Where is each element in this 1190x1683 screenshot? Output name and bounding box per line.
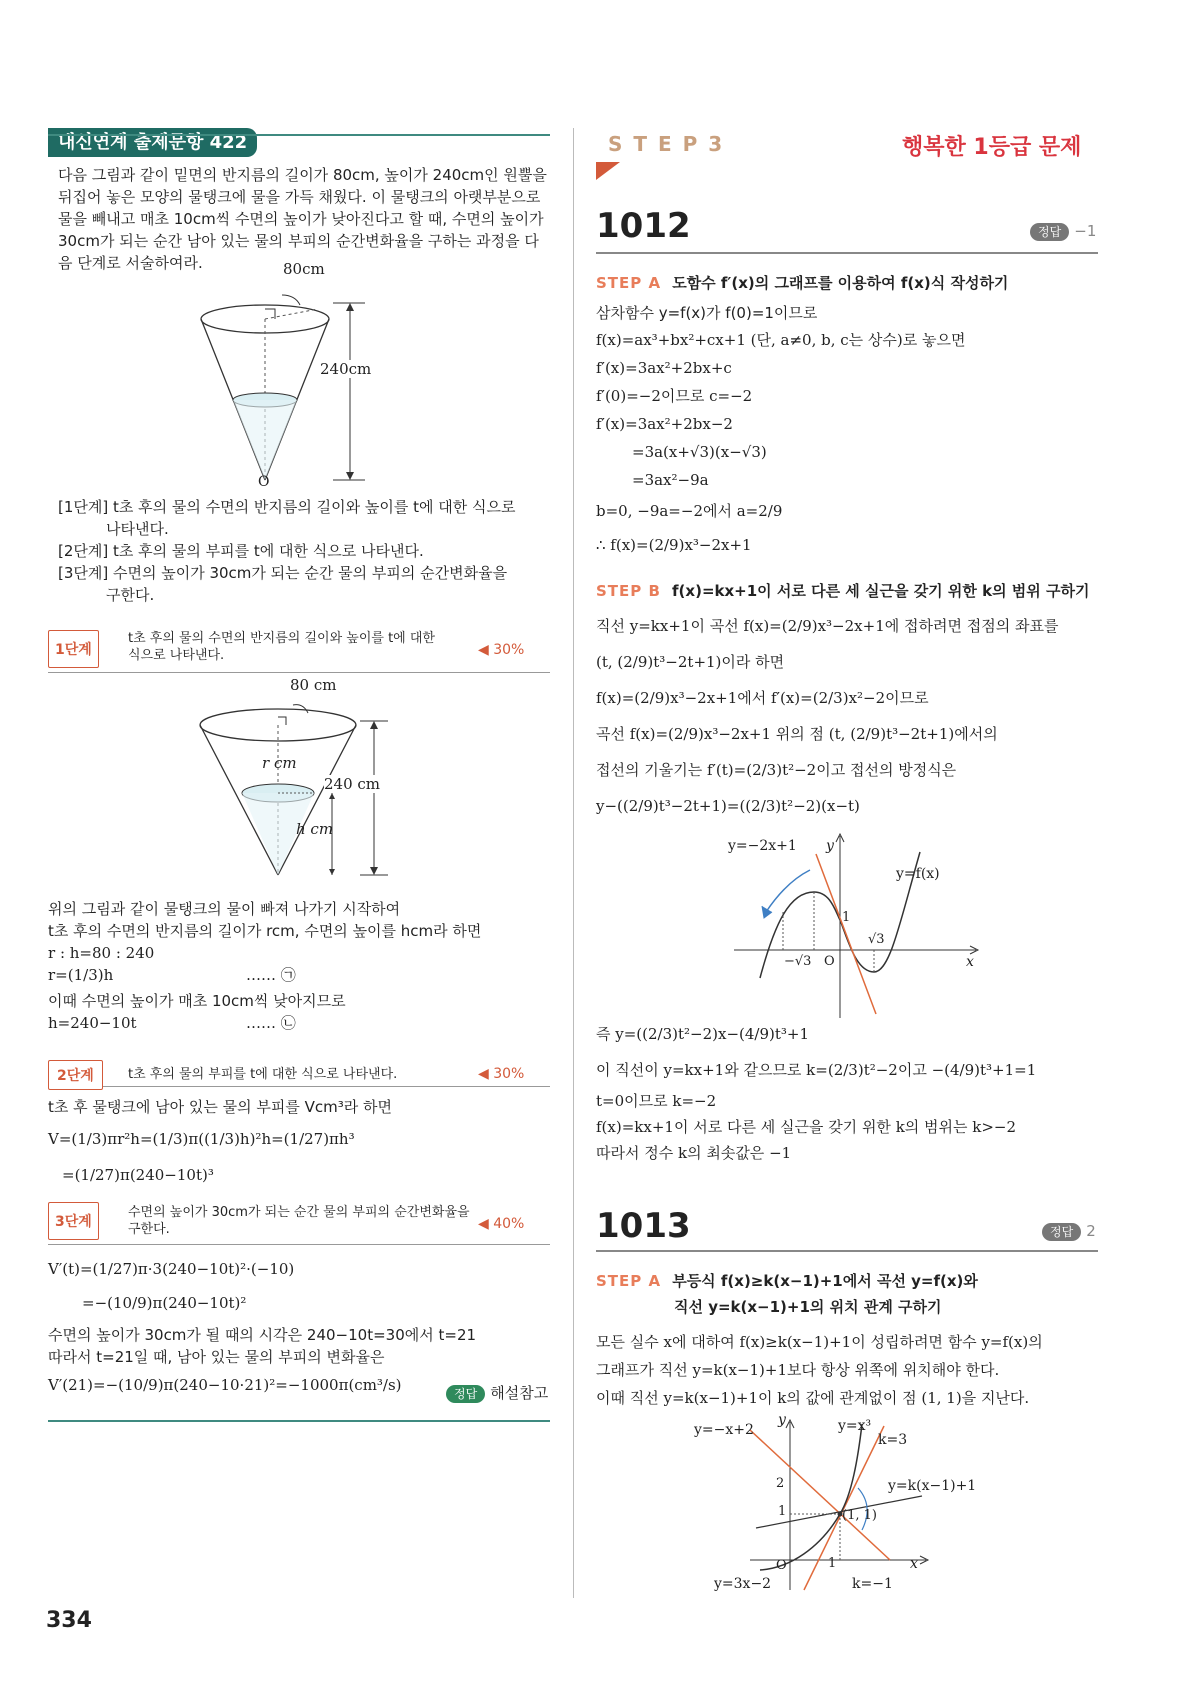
graph1-y-label: y [826,838,834,854]
step-a-title: 부등식 f(x)≥k(x−1)+1에서 곡선 y=f(x)와 [672,1272,978,1290]
problem-1013-divider [596,1250,1098,1252]
problem-number-1012: 1012 [596,206,691,246]
step2-solution [48,1096,392,1186]
answer-badge: 정답 [446,1385,485,1403]
solution-line: t=0이므로 k=−2 [596,1092,717,1110]
solution-line: =−(10/9)π(240−10t)² [82,1294,247,1312]
solution-line: =(1/27)π(240−10t)³ [62,1166,214,1184]
solution-line: r=(1/3)h [48,966,114,984]
solution-line: 따라서 t=21일 때, 남아 있는 물의 부피의 변화율은 [48,1348,385,1366]
step1-label: 1단계 [55,642,92,658]
solution-line: 이때 직선 y=k(x−1)+1이 k의 값에 관계없이 점 (1, 1)을 지난다. [596,1389,1030,1407]
section-title: 행복한 1등급 문제 [902,135,1082,160]
step3-divider [48,1244,550,1245]
answer-1012 [1030,220,1096,242]
solution-line: 삼차함수 y=f(x)가 f(0)=1이므로 [596,304,818,322]
bottom-divider [48,1420,550,1422]
graph2-k3-label: k=3 [878,1432,908,1448]
step-b-title: f(x)=kx+1이 서로 다른 세 실근을 갖기 위한 k의 범위 구하기 [672,582,1090,600]
step3-box [48,1202,99,1240]
solution-line: f′(0)=−2이므로 c=−2 [596,387,753,405]
graph2-line-label: y=k(x−1)+1 [888,1478,977,1494]
solution-line: =3a(x+√3)(x−√3) [632,443,767,461]
step1-solution [48,898,481,1034]
problem-number-1013: 1013 [596,1206,691,1246]
solution-line: (t, (2/9)t³−2t+1)이라 하면 [596,653,785,671]
graph2-origin-label: O [776,1558,787,1573]
step-b-label: STEP B [596,582,661,600]
step3-desc-line: 수면의 높이가 30cm가 되는 순간 물의 부피의 순간변화율을 [128,1205,470,1220]
solution-line: f′(x)=3ax²+2bx−2 [596,415,733,433]
step-a-label: STEP A [596,274,662,292]
graph2-two-label: 2 [776,1476,785,1491]
step1-desc [128,630,435,664]
column-separator [573,128,574,1598]
step3-solution [48,1258,476,1396]
solution-line: 따라서 정수 k의 최솟값은 −1 [596,1144,792,1162]
solution-line: f(x)=(2/9)x³−2x+1에서 f′(x)=(2/3)x²−2이므로 [596,689,929,707]
header-tag [48,128,257,154]
graph1-one-label: 1 [842,910,851,925]
p1013-solution [596,1328,1043,1412]
step-b-1012 [596,580,1089,602]
step-title: S T E P 3 [608,132,725,156]
graph1-x-label: x [966,954,974,970]
solution-line: h=240−10t [48,1014,137,1032]
solution-line: 직선 y=kx+1이 곡선 f(x)=(2/9)x³−2x+1에 접하려면 접점의 좌표를 [596,617,1059,635]
solution-line: 접선의 기울기는 f′(t)=(2/3)t²−2이고 접선의 방정식은 [596,761,957,779]
graph1-line-label: y=−2x+1 [728,838,797,854]
solution-line: V′(21)=−(10/9)π(240−10·21)²=−1000π(cm³/s) [48,1376,402,1394]
solution-line: f(x)=kx+1이 서로 다른 세 실근을 갖기 위한 k의 범위는 k>−2 [596,1118,1017,1136]
solution-line: f′(x)=3ax²+2bx+c [596,359,732,377]
equation-tag: …… ㉡ [246,1014,296,1032]
header-divider [48,134,550,136]
step-a-title: 도함수 f′(x)의 그래프를 이용하여 f(x)식 작성하기 [672,274,1009,292]
solution-line: 그래프가 직선 y=k(x−1)+1보다 항상 위쪽에 위치해야 한다. [596,1361,1000,1379]
solution-line: 즉 y=((2/3)t²−2)x−(4/9)t³+1 [596,1025,810,1043]
step-a-1012 [596,272,1008,294]
step-a-title: 직선 y=k(x−1)+1의 위치 관계 구하기 [674,1298,942,1316]
fig2-h-label: h cm [296,820,334,838]
problem-line: 물을 빼내고 매초 10cm씩 수면의 높이가 낮아진다고 할 때, 수면의 높이가 [58,210,544,228]
answer-text: 해설참고 [490,1384,549,1402]
graph2-point-label: (1, 1) [842,1508,877,1523]
answer-value: 2 [1086,1222,1096,1240]
solution-line: =3ax²−9a [632,471,709,489]
answer-value: −1 [1074,222,1097,240]
answer-badge: 정답 [1030,223,1069,241]
problem-line: 음 단계로 서술하여라. [58,254,203,272]
graph2-line3-label: y=3x−2 [714,1576,772,1592]
graph-1012 [730,832,990,1022]
problem-text [58,164,547,274]
step2-divider [48,1086,550,1087]
steps-list [58,496,515,606]
graph2-x-label: x [910,1556,918,1572]
graph2-one-x-label: 1 [828,1556,837,1571]
header-tag-label: 내신연계 출제문항 422 [48,128,257,157]
step-item: [2단계] t초 후의 물의 부피를 t에 대한 식으로 나타낸다. [58,542,424,560]
answer [446,1382,548,1404]
solution-line: 곡선 f(x)=(2/9)x³−2x+1 위의 점 (t, (2/9)t³−2t+1)에서의 [596,725,998,743]
fig2-height-label: 240 cm [324,775,381,793]
step1-box [48,630,99,668]
step1-divider [48,672,550,673]
step-item: [1단계] t초 후의 물의 수면의 반지름의 길이와 높이를 t에 대한 식으로 [58,498,516,516]
step-a-1013 [596,1270,978,1322]
step-c-solution [596,1016,1036,1166]
page-number: 334 [46,1608,92,1633]
step3-desc-line: 구한다. [128,1222,170,1237]
step3-label: 3단계 [55,1214,92,1230]
graph1-neg-root-label: −√3 [784,954,812,969]
problem-line: 뒤집어 놓은 모양의 물탱크에 물을 가득 채웠다. 이 물탱크의 아랫부분으로 [58,188,541,206]
solution-line: 수면의 높이가 30cm가 될 때의 시각은 240−10t=30에서 t=21 [48,1326,477,1344]
fig2-r-label: r cm [262,754,297,772]
graph1-pos-root-label: √3 [868,932,885,947]
step-item: 나타낸다. [106,520,169,538]
problem-line: 다음 그림과 같이 밑면의 반지름의 길이가 80cm, 높이가 240cm인 원뿔을 [58,166,547,184]
fig2-radius-label: 80 cm [290,676,337,694]
graph2-km1-label: k=−1 [852,1576,893,1592]
step-item: [3단계] 수면의 높이가 30cm가 되는 순간 물의 부피의 순간변화율을 [58,564,508,582]
graph2-line1-label: y=−x+2 [694,1422,754,1438]
graph2-one-y-label: 1 [778,1504,787,1519]
equation-tag: …… ㉠ [246,966,296,984]
solution-line: y−((2/9)t³−2t+1)=((2/3)t²−2)(x−t) [596,797,860,815]
step2-percent: ◀ 30% [478,1066,525,1082]
step1-desc-line: t초 후의 물의 수면의 반지름의 길이와 높이를 t에 대한 [128,631,435,646]
fig1-height-label: 240cm [320,360,372,378]
step3-percent: ◀ 40% [478,1216,525,1232]
step-corner-icon [596,162,620,180]
solution-line: 모든 실수 x에 대하여 f(x)≥k(x−1)+1이 성립하려면 함수 y=f(x)의 [596,1333,1043,1351]
solution-line: 이 직선이 y=kx+1와 같으므로 k=(2/3)t²−2이고 −(4/9)t³+1=1 [596,1061,1037,1079]
solution-line: 위의 그림과 같이 물탱크의 물이 빠져 나가기 시작하여 [48,900,401,918]
problem-line: 30cm가 되는 순간 남아 있는 물의 부피의 순간변화율을 구하는 과정을 다 [58,232,539,250]
solution-line: t초 후 물탱크에 남아 있는 물의 부피를 Vcm³라 하면 [48,1098,392,1116]
cone-figure-2 [198,685,428,895]
solution-line: ∴ f(x)=(2/9)x³−2x+1 [596,536,752,554]
answer-1013 [1042,1220,1096,1242]
graph1-origin-label: O [824,954,835,969]
solution-line: t초 후의 수면의 반지름의 길이가 rcm, 수면의 높이를 hcm라 하면 [48,922,482,940]
step1-desc-line: 식으로 나타낸다. [128,648,225,663]
graph2-curve-label: y=x³ [838,1418,872,1434]
cone-figure-1 [200,275,420,495]
step2-desc: t초 후의 물의 부피를 t에 대한 식으로 나타낸다. [128,1067,398,1082]
step2-box [48,1060,103,1090]
solution-line: f(x)=ax³+bx²+cx+1 (단, a≠0, b, c는 상수)로 놓으면 [596,331,966,349]
solution-line: r : h=80 : 240 [48,944,155,962]
step-b-solution [596,608,1058,824]
step1-percent: ◀ 30% [478,642,525,658]
step-a-label: STEP A [596,1272,662,1290]
step-a-solution [596,300,965,562]
solution-line: 이때 수면의 높이가 매초 10cm씩 낮아지므로 [48,992,346,1010]
answer-badge: 정답 [1042,1223,1081,1241]
graph1-curve-label: y=f(x) [896,866,940,882]
solution-line: V′(t)=(1/27)π·3(240−10t)²·(−10) [48,1260,295,1278]
step2-label: 2단계 [57,1068,94,1084]
solution-line: V=(1/3)πr²h=(1/3)π((1/3)h)²h=(1/27)πh³ [48,1130,355,1148]
problem-1012-divider [596,252,1098,254]
solution-line: b=0, −9a=−2에서 a=2/9 [596,502,783,520]
fig1-radius-label: 80cm [283,260,325,278]
step3-desc [128,1204,470,1238]
fig1-vertex-label: O [258,474,270,490]
step-item: 구한다. [106,586,155,604]
graph2-y-label: y [778,1412,786,1428]
